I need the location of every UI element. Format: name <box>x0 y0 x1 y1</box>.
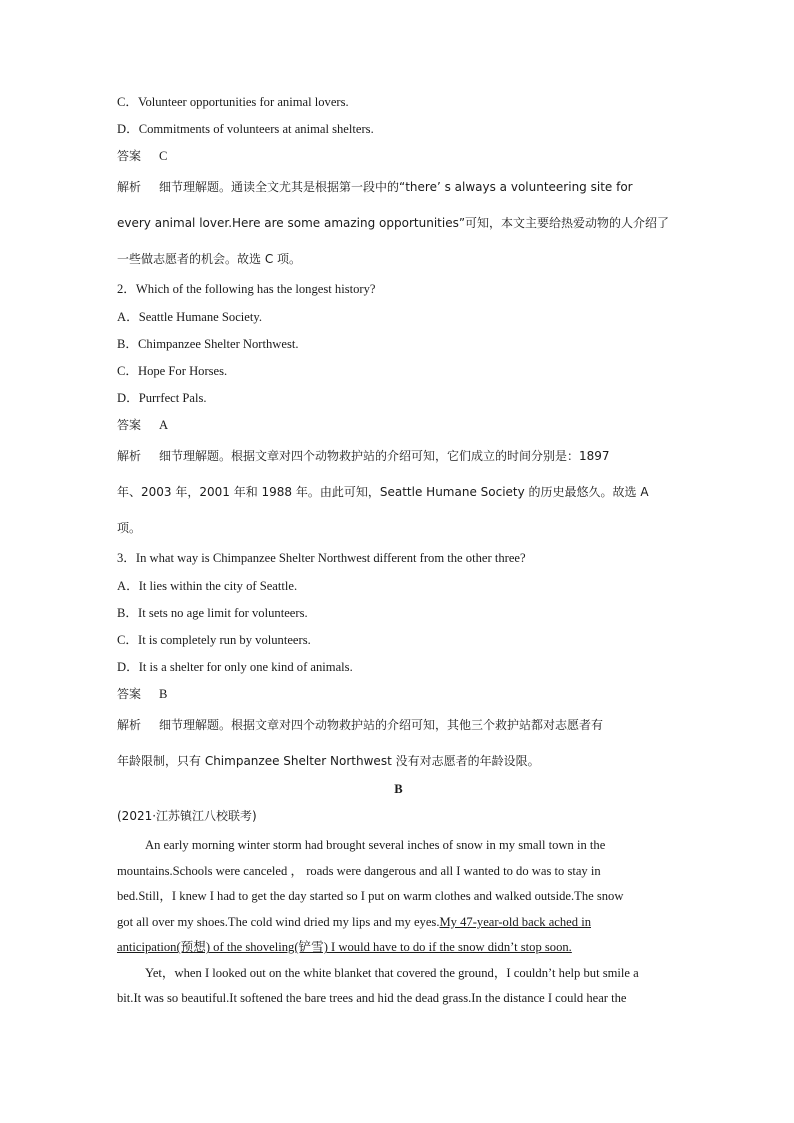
q3-analysis-line-1: 解析 细节理解题。根据文章对四个动物救护站的介绍可知，其他三个救护站都对志愿者有 <box>117 718 604 733</box>
answer-label: 答案 <box>117 418 142 433</box>
q3-analysis-line-2: 年龄限制，只有 Chimpanzee Shelter Northwest 没有对志愿者的年龄设限。 <box>117 754 540 769</box>
answer-value: A <box>159 418 169 433</box>
analysis-label: 解析 <box>117 449 142 464</box>
passage-p1-line-2: mountains.Schools were canceled ， roads were dangerous and all I wanted to do was to stay in <box>117 863 601 878</box>
passage-p1-line-1: An early morning winter storm had brought several inches of snow in my small town in the <box>145 838 606 853</box>
q3-option-c: C．It is completely run by volunteers. <box>117 632 311 647</box>
q3-answer <box>117 686 680 702</box>
q1-analysis-line-1: 解析 细节理解题。通读全文尤其是根据第一段中的“there’ s always a volunteering site for <box>117 180 633 195</box>
passage-p2-line-1: Yet，when I looked out on the white blanket that covered the ground，I couldn’t help but smile a <box>145 965 639 980</box>
answer-label: 答案 <box>117 149 142 164</box>
passage-p1-line-5: anticipation(预想) of the shoveling(铲雪) I would have to do if the snow didn’t stop soon. <box>117 940 572 955</box>
passage-p1-line-4: got all over my shoes.The cold wind dried my lips and my eyes.My 47-year-old back ached in <box>117 914 591 929</box>
section-b-source: (2021·江苏镇江八校联考) <box>117 809 257 824</box>
q1-option-c: C．Volunteer opportunities for animal lovers. <box>117 95 349 109</box>
passage-p1-line-3: bed.Still，I knew I had to get the day started so I put on warm clothes and walked outside.The snow <box>117 889 624 904</box>
q1-analysis-line-3: 一些做志愿者的机会。故选 C 项。 <box>117 252 302 267</box>
q1-analysis-line-2: every animal lover.Here are some amazing opportunities”可知，本文主要给热爱动物的人介绍了 <box>117 216 670 231</box>
q3-option-b: B．It sets no age limit for volunteers. <box>117 605 308 620</box>
passage-p2-line-2: bit.It was so beautiful.It softened the bare trees and hid the dead grass.In the distance I could hear the <box>117 991 627 1006</box>
q2-analysis-line-2: 年、2003 年，2001 年和 1988 年。由此可知，Seattle Humane Society 的历史最悠久。故选 A <box>117 485 649 500</box>
q2-analysis-line-1: 解析 细节理解题。根据文章对四个动物救护站的介绍可知，它们成立的时间分别是：1897 <box>117 449 610 464</box>
q2-analysis-line-3: 项。 <box>117 521 142 536</box>
analysis-label: 解析 <box>117 180 142 195</box>
q2-option-c: C．Hope For Horses. <box>117 363 228 378</box>
q2-answer <box>117 417 680 433</box>
analysis-label: 解析 <box>117 718 142 733</box>
answer-label: 答案 <box>117 687 142 702</box>
q1-option-d: D．Commitments of volunteers at animal shelters. <box>117 122 374 137</box>
q2-question: 2．Which of the following has the longest history? <box>117 282 376 297</box>
q2-option-d: D．Purrfect Pals. <box>117 391 207 406</box>
q3-question: 3．In what way is Chimpanzee Shelter Northwest different from the other three? <box>117 551 526 566</box>
underlined-sentence: My 47-year-old back ached in <box>439 914 591 929</box>
answer-value: B <box>159 687 168 702</box>
section-b-title: B <box>394 782 403 797</box>
answer-value: C <box>159 149 168 164</box>
q2-option-b: B．Chimpanzee Shelter Northwest. <box>117 336 299 351</box>
page-content <box>117 94 680 1006</box>
q3-option-d: D．It is a shelter for only one kind of animals. <box>117 660 353 675</box>
q2-option-a: A．Seattle Humane Society. <box>117 309 263 324</box>
q1-answer <box>117 148 680 164</box>
q3-option-a: A．It lies within the city of Seattle. <box>117 578 298 593</box>
